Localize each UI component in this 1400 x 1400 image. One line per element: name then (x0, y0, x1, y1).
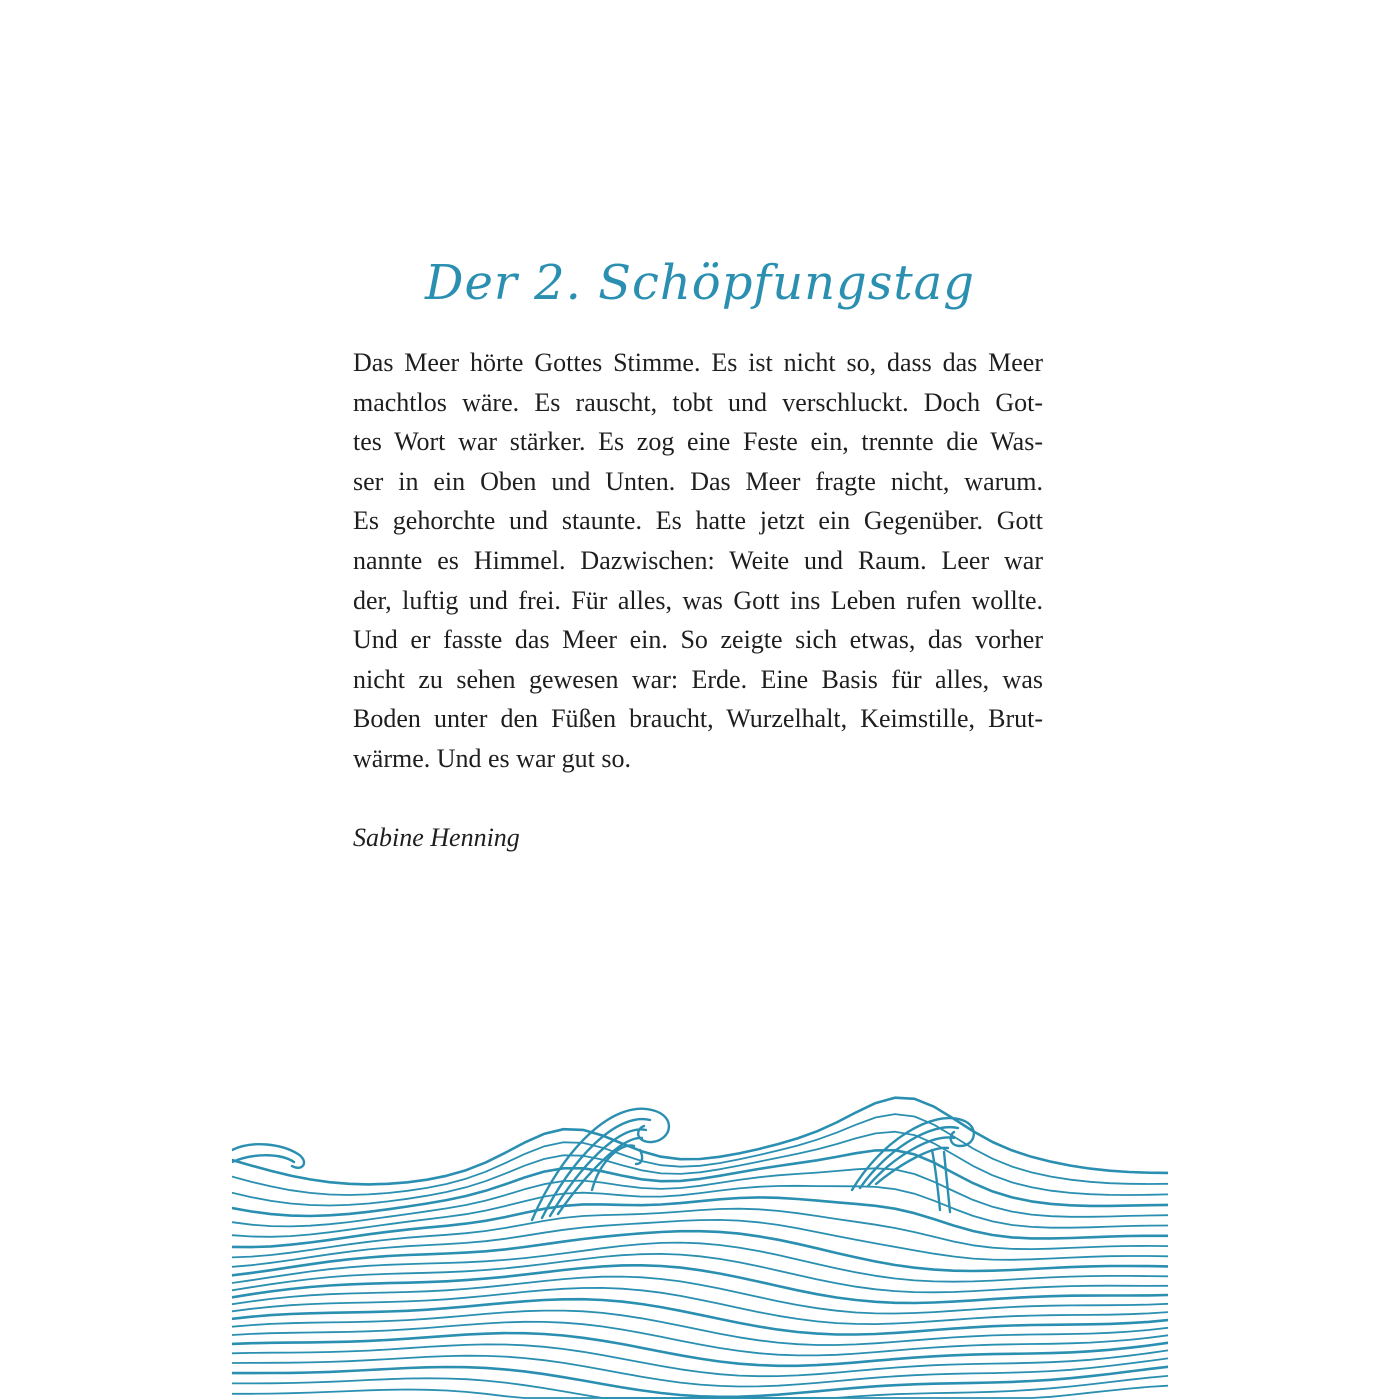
wave-crest-right (944, 1152, 950, 1212)
body-line: tes Wort war stärker. Es zog eine Feste ein, trennte die Was- (353, 427, 1043, 457)
body-line: machtlos wäre. Es rauscht, tobt und verschluckt. Doch Got- (353, 387, 1043, 417)
wave-drop (636, 1150, 642, 1164)
body-line: Das Meer hörte Gottes Stimme. Es ist nicht so, dass das Meer (353, 348, 1043, 377)
body-line: Boden unter den Füßen braucht, Wurzelhalt, Keimstille, Brut- (353, 704, 1043, 734)
body-line: nannte es Himmel. Dazwischen: Weite und Raum. Leer war (353, 545, 1043, 575)
page-title: Der 2. Schöpfungstag (424, 255, 976, 311)
wave-line (232, 1168, 1168, 1226)
body-line: Es gehorchte und staunte. Es hatte jetzt ein Gegenüber. Gott (353, 506, 1043, 536)
body-line: der, luftig und frei. Für alles, was Gott ins Leben rufen wollte. (353, 585, 1043, 615)
body-line: Und er fasste das Meer ein. So zeigte sich etwas, das vorher (353, 625, 1043, 655)
wave-swirl (232, 1155, 294, 1162)
wave-line (232, 1376, 1168, 1398)
wave-line (232, 1197, 1168, 1247)
ocean-waves-illustration (232, 1080, 1168, 1400)
body-line: ser in ein Oben und Unten. Das Meer fragte nicht, warum. (353, 466, 1043, 496)
author-name: Sabine Henning (353, 823, 520, 852)
body-text (353, 343, 1043, 779)
wave-line (232, 1333, 1168, 1366)
wave-line (232, 1277, 1168, 1314)
body-line: wärme. Und es war gut so. (353, 743, 631, 773)
body-line: nicht zu sehen gewesen war: Erde. Eine Basis für alles, was (353, 664, 1043, 694)
